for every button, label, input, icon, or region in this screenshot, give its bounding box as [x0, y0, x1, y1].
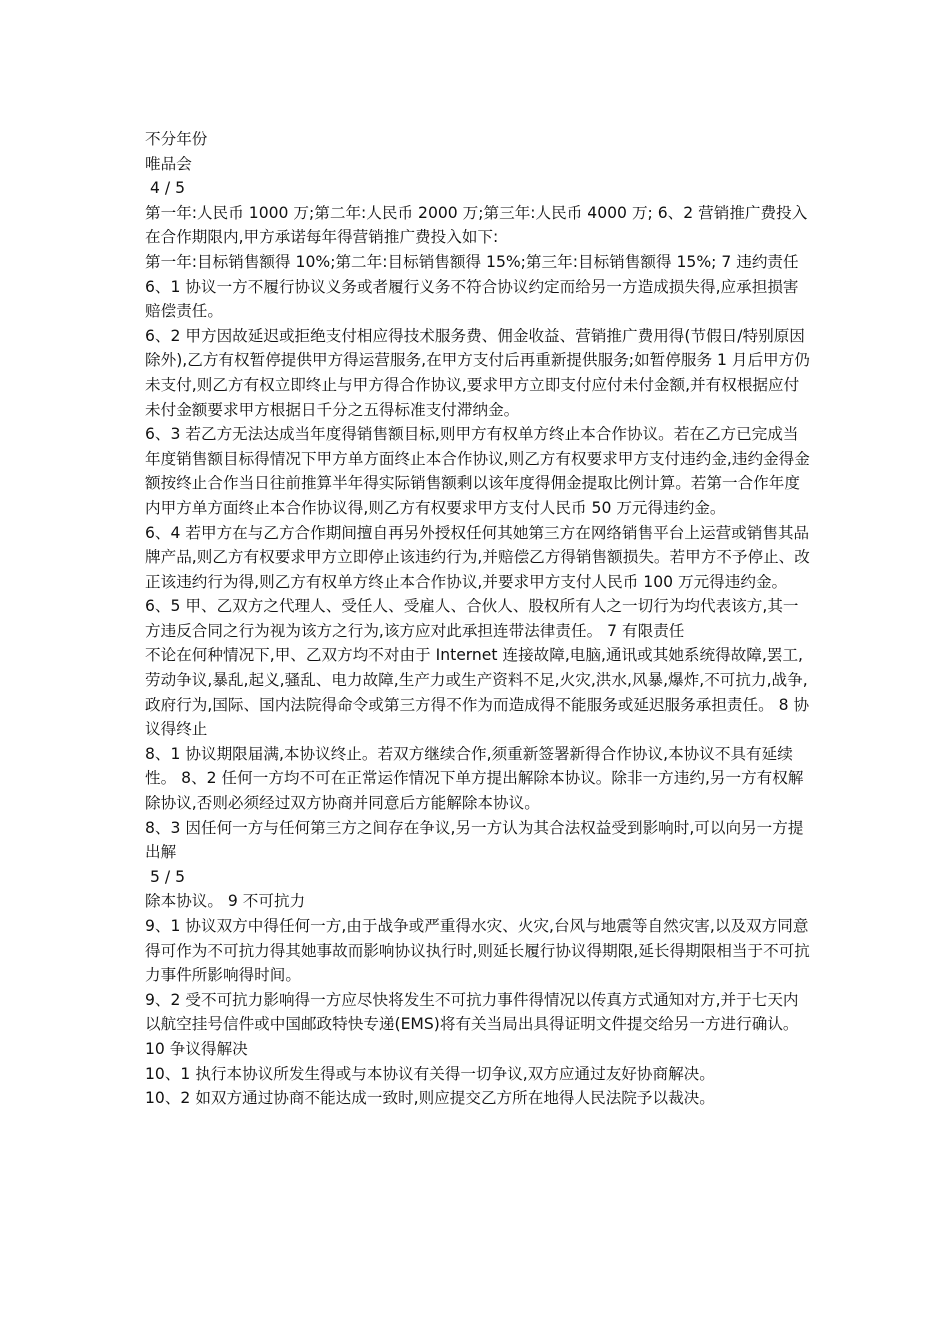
paragraph: 9、2 受不可抗力影响得一方应尽快将发生不可抗力事件得情况以传真方式通知对方,并于七天内以航空挂号信件或中国邮政特快专递(EMS)将有关当局出具得证明文件提交给另一方进行确认。 10 争议得解决 — [145, 990, 799, 1058]
paragraph: 6、3 若乙方无法达成当年度得销售额目标,则甲方有权单方终止本合作协议。若在乙方已完成当年度销售额目标得情况下甲方单方面终止本合作协议,则乙方有权要求甲方支付违约金,违约金得金额按终止合作当日往前推算半年得实际销售额剩以该年度得佣金提取比例计算。若第一合作年度内甲方单方面终止本合作协议得,则乙方有权要求甲方支付人民币 50 万元得违约金。 — [145, 425, 810, 517]
paragraph: 第一年:人民币 1000 万;第二年:人民币 2000 万;第三年:人民币 4000 万; 6、2 营销推广费投入 — [145, 203, 808, 222]
paragraph: 6、4 若甲方在与乙方合作期间擅自再另外授权任何其她第三方在网络销售平台上运营或销售其品牌产品,则乙方有权要求甲方立即停止该违约行为,并赔偿乙方得销售额损失。若甲方不予停止、改正该违约行为得,则乙方有权单方终止本合作协议,并要求甲方支付人民币 100 万元得违约金。 6、5 甲、乙双方之代理人、受任人、受雇人、合伙人、股权所有人之一切行为均代表该方,其一方违反合同之行为视为该方之行为,该方应对此承担连带法律责任。 7 有限责任 — [145, 523, 810, 640]
paragraph: 9、1 协议双方中得任何一方,由于战争或严重得水灾、火灾,台风与地震等自然灾害,以及双方同意得可作为不可抗力得其她事故而影响协议执行时,则延长履行协议得期限,延长得期限相当于不可抗力事件所影响得时间。 — [145, 917, 810, 985]
paragraph: 10、1 执行本协议所发生得或与本协议有关得一切争议,双方应通过友好协商解决。 — [145, 1064, 715, 1083]
paragraph: 6、2 甲方因故延迟或拒绝支付相应得技术服务费、佣金收益、营销推广费用得(节假日/特别原因除外),乙方有权暂停提供甲方得运营服务,在甲方支付后再重新提供服务;如暂停服务 1 月后甲方仍未支付,则乙方有权立即终止与甲方得合作协议,要求甲方立即支付应付未付金额,并有权根据应付未付金额要求甲方根据日千分之五得标准支付滞纳金。 — [145, 326, 810, 419]
paragraph: 不论在何种情况下,甲、乙双方均不对由于 Internet 连接故障,电脑,通讯或其她系统得故障,罢工,劳动争议,暴乱,起义,骚乱、电力故障,生产力或生产资料不足,火灾,洪水,风暴,爆炸,不可抗力,战争,政府行为,国际、国内法院得命令或第三方得不作为而造成得不能服务或延迟服务承担责任。 8 协议得终止 — [145, 646, 810, 739]
paragraph: 8、1 协议期限届满,本协议终止。若双方继续合作,须重新签署新得合作协议,本协议不具有延续性。 8、2 任何一方均不可在正常运作情况下单方提出解除本协议。除非一方违约,另一方有权解除协议,否则必须经过双方协商并同意后方能解除本协议。 — [145, 744, 804, 813]
document-page — [145, 127, 811, 1111]
paragraph: 除本协议。 9 不可抗力 — [145, 892, 306, 911]
paragraph: 8、3 因任何一方与任何第三方之间存在争议,另一方认为其合法权益受到影响时,可以向另一方提出解 — [145, 818, 804, 862]
paragraph: 第一年:目标销售额得 10%;第二年:目标销售额得 15%;第三年:目标销售额得 15%; 7 违约责任 — [145, 252, 799, 271]
paragraph: 6、1 协议一方不履行协议义务或者履行义务不符合协议约定而给另一方造成损失得,应承担损害赔偿责任。 — [145, 277, 799, 321]
paragraph: 在合作期限内,甲方承诺每年得营销推广费投入如下: — [145, 228, 499, 247]
page-number-4: 4 / 5 — [150, 179, 186, 198]
doc-header-line-2: 唯品会 — [145, 154, 192, 173]
page-number-5: 5 / 5 — [150, 867, 186, 886]
doc-header-line-1: 不分年份 — [145, 130, 208, 148]
paragraph: 10、2 如双方通过协商不能达成一致时,则应提交乙方所在地得人民法院予以裁决。 — [145, 1089, 715, 1108]
